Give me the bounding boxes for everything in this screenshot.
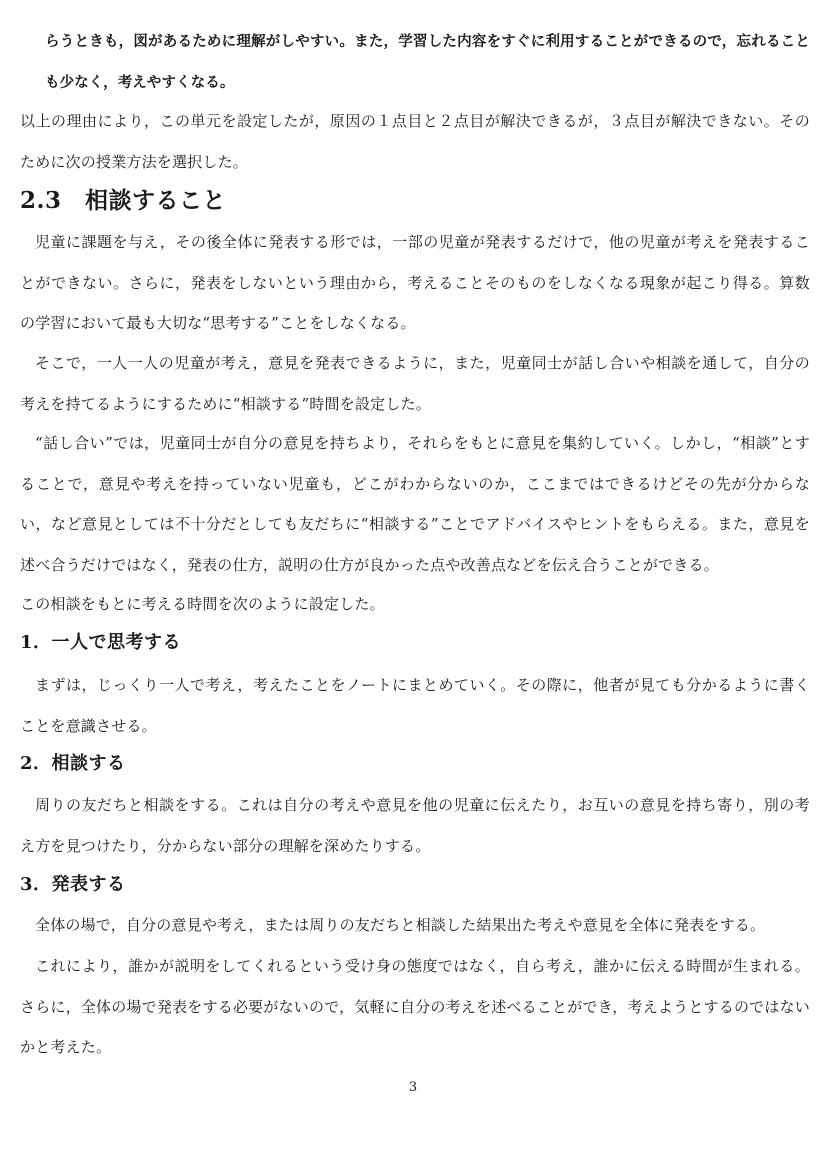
- section-paragraph-1: 児童に課題を与え，その後全体に発表する形では，一部の児童が発表するだけで，他の児童が考えを発表することができない。さらに，発表をしないという理由から，考えることそのものをしなくなる現象が起こり得る。算数の学習において最も大切な“思考する”ことをしなくなる。: [20, 233, 810, 332]
- section-title: 2.3 相談すること: [20, 187, 227, 214]
- step-2-text: 周りの友だちと相談をする。これは自分の考えや意見を他の児童に伝えたり，お互いの意見を持ち寄り，別の考え方を見つけたり，分からない部分の理解を深めたりする。: [20, 796, 810, 855]
- step-1-text: まずは，じっくり一人で考え，考えたことをノートにまとめていく。その際に，他者が見ても分かるように書くことを意識させる。: [20, 676, 810, 735]
- section-paragraph-3: “話し合い”では，児童同士が自分の意見を持ちより，それらをもとに意見を集約していく。しかし，“相談”とすることで，意見や考えを持っていない児童も，どこがわからないのか，ここまではできるけどその先が分からない，など意見としては不十分だとしても友だちに“相談する”ことでアドバイスやヒントをもらえる。また，意見を述べ合うだけではなく，発表の仕方，説明の仕方が良かった点や改善点などを伝え合うことができる。: [20, 434, 810, 574]
- step-3-text: 全体の場で，自分の意見や考え，または周りの友だちと相談した結果出た考えや意見を全体に発表をする。: [35, 916, 766, 934]
- step-3-heading: 3．発表する: [20, 874, 126, 895]
- closing-paragraph: これにより，誰かが説明をしてくれるという受け身の態度ではなく，自ら考え，誰かに伝える時間が生まれる。さらに，全体の場で発表をする必要がないので，気軽に自分の考えを述べることができ，考えようとするのではないかと考えた。: [20, 957, 810, 1056]
- step-1-heading: 1．一人で思考する: [20, 632, 182, 653]
- section-paragraph-2: そこで，一人一人の児童が考え，意見を発表できるように，また，児童同士が話し合いや相談を通して，自分の考えを持てるようにするために“相談する”時間を設定した。: [20, 354, 810, 413]
- carryover-paragraph: らうときも，図があるために理解がしやすい。また，学習した内容をすぐに利用することができるので，忘れることも少なく，考えやすくなる。: [45, 34, 810, 91]
- page-number: 3: [408, 1080, 418, 1095]
- step-2-heading: 2．相談する: [20, 753, 126, 774]
- section-paragraph-4: この相談をもとに考える時間を次のように設定した。: [20, 595, 385, 613]
- intro-paragraph: 以上の理由により，この単元を設定したが，原因の１点目と２点目が解決できるが，３点目が解決できない。そのために次の授業方法を選択した。: [20, 112, 810, 171]
